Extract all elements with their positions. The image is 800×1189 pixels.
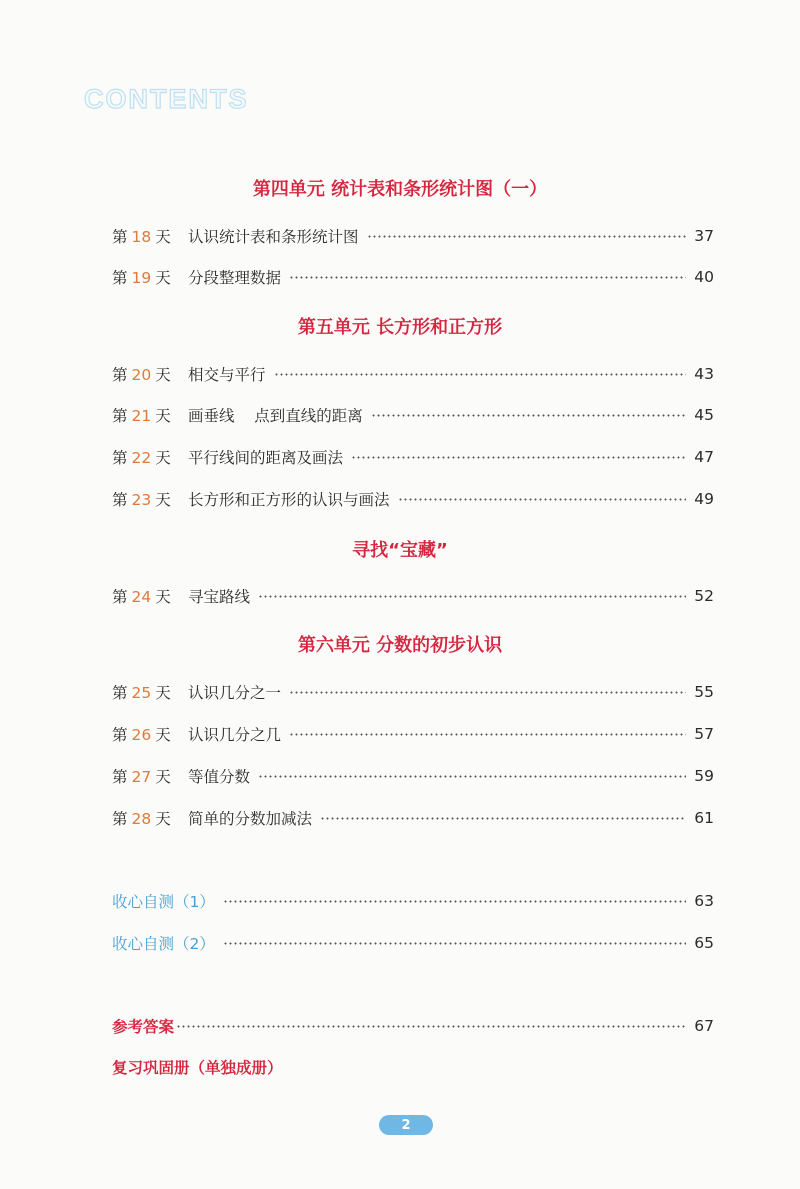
day-number: 25 [131,684,152,702]
page-number-badge: 2 [379,1115,433,1135]
toc-entry[interactable] [112,722,714,746]
lesson-title: 寻宝路线 [188,588,251,606]
toc-entry[interactable] [112,403,714,427]
day-label: 第 25 天 [112,684,171,702]
dot-leader [371,414,686,417]
day-number: 20 [131,366,152,384]
lesson-title: 相交与平行 [188,366,266,384]
unit-heading: 第四单元 统计表和条形统计图（一） [252,179,548,200]
day-label: 第 24 天 [112,588,171,606]
day-number: 26 [131,726,152,744]
page-number: 67 [694,1017,714,1035]
day-label: 第 26 天 [112,726,171,744]
dot-leader [367,235,686,238]
page-number: 40 [694,268,714,286]
dot-leader [320,817,686,820]
dot-leader [258,775,686,778]
day-number: 28 [131,810,152,828]
day-number: 23 [131,491,152,509]
unit-heading: 第六单元 分数的初步认识 [297,635,503,656]
dot-leader [176,1025,686,1028]
day-number: 18 [131,228,152,246]
day-label: 第 18 天 [112,228,171,246]
dot-leader [398,498,686,501]
review-book-title: 复习巩固册（单独成册） [112,1059,283,1077]
dot-leader [258,595,686,598]
dot-leader [223,942,686,945]
contents-title: CONTENTS [84,84,249,114]
dot-leader [351,456,686,459]
day-number: 21 [131,407,152,425]
day-label: 第 19 天 [112,269,171,287]
day-number: 27 [131,768,152,786]
toc-entry[interactable] [112,445,714,469]
toc-entry-answers[interactable] [112,1014,714,1038]
toc-entry[interactable] [112,362,714,386]
unit-heading: 第五单元 长方形和正方形 [297,317,503,338]
day-number: 24 [131,588,152,606]
dot-leader [289,691,686,694]
day-number: 22 [131,449,152,467]
lesson-title: 画垂线 点到直线的距离 [188,407,363,425]
day-label: 第 23 天 [112,491,171,509]
lesson-title: 认识几分之一 [188,684,282,702]
page-number: 63 [694,892,714,910]
day-number: 19 [131,269,152,287]
test-title: 收心自测（1） [112,893,215,911]
dot-leader [223,900,686,903]
toc-entry[interactable] [112,487,714,511]
page-number: 55 [694,683,714,701]
page-number: 61 [694,809,714,827]
answers-title: 参考答案 [112,1018,175,1036]
toc-entry[interactable] [112,224,714,248]
toc-entry[interactable] [112,764,714,788]
day-label: 第 27 天 [112,768,171,786]
page-number: 57 [694,725,714,743]
dot-leader [289,733,686,736]
page-number: 49 [694,490,714,508]
lesson-title: 平行线间的距离及画法 [188,449,344,467]
dot-leader [274,373,686,376]
lesson-title: 长方形和正方形的认识与画法 [188,491,390,509]
lesson-title: 等值分数 [188,768,251,786]
lesson-title: 认识几分之几 [188,726,282,744]
toc-entry[interactable] [112,265,714,289]
toc-entry-test[interactable] [112,889,714,913]
dot-leader [289,276,686,279]
day-label: 第 20 天 [112,366,171,384]
page-number: 45 [694,406,714,424]
lesson-title: 分段整理数据 [188,269,282,287]
unit-heading: 寻找“宝藏” [352,540,448,561]
toc-entry-test[interactable] [112,931,714,955]
day-label: 第 21 天 [112,407,171,425]
page-number: 47 [694,448,714,466]
lesson-title: 认识统计表和条形统计图 [188,228,359,246]
test-title: 收心自测（2） [112,935,215,953]
page-number: 43 [694,365,714,383]
page-number: 65 [694,934,714,952]
day-label: 第 28 天 [112,810,171,828]
toc-entry[interactable] [112,680,714,704]
day-label: 第 22 天 [112,449,171,467]
lesson-title: 简单的分数加减法 [188,810,313,828]
page-number: 59 [694,767,714,785]
toc-entry[interactable] [112,806,714,830]
toc-entry[interactable] [112,584,714,608]
page-number: 37 [694,227,714,245]
page-number: 52 [694,587,714,605]
